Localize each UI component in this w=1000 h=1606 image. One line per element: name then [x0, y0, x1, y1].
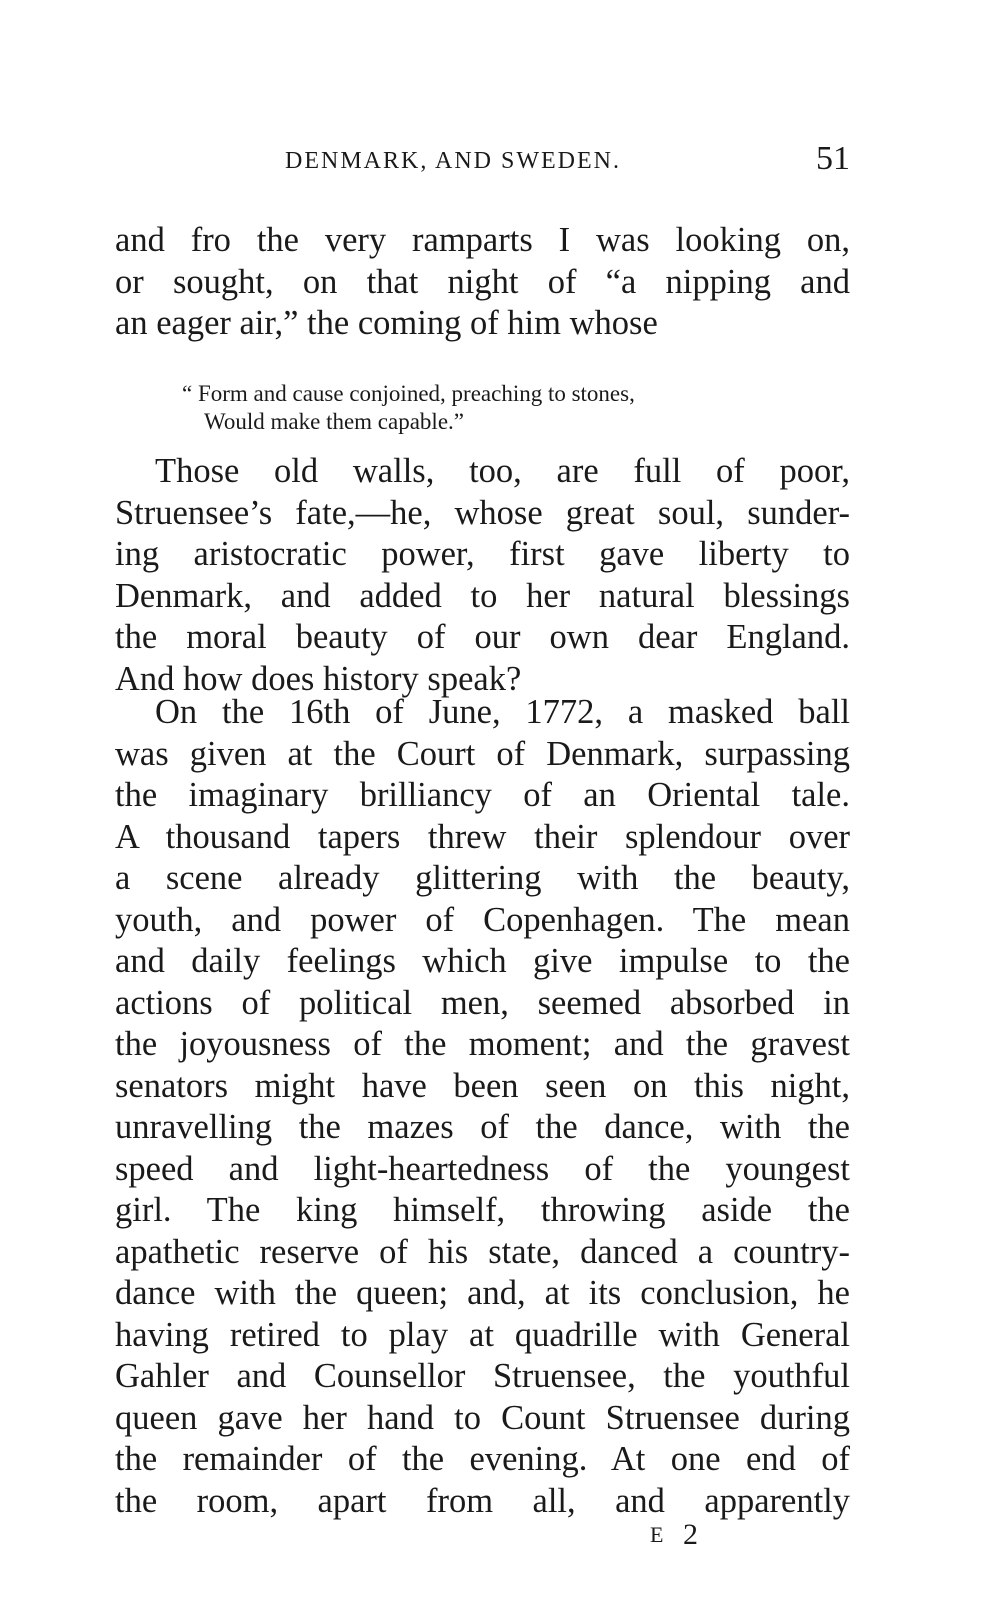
text-line: Denmark, and added to her natural blessings	[115, 576, 850, 615]
text-line: dance with the queen; and, at its conclusion, he	[115, 1274, 850, 1312]
signature-letter: E	[650, 1522, 670, 1547]
quote-line: “ Form and cause conjoined, preaching to stones,	[182, 381, 635, 406]
text-line: or sought, on that night of “a nipping and	[115, 262, 850, 301]
text-line: having retired to play at quadrille with General	[115, 1315, 850, 1354]
paragraph-struensee	[115, 451, 850, 700]
text-line: unravelling the mazes of the dance, with the	[115, 1108, 850, 1146]
text-line: Struensee’s fate,—he, whose great soul, sunder-	[115, 493, 850, 532]
text-line: queen gave her hand to Count Struensee during	[115, 1398, 850, 1437]
text-line: the remainder of the evening. At one end of	[115, 1440, 850, 1478]
text-line: ing aristocratic power, first gave liberty to	[115, 535, 850, 573]
signature-mark	[650, 1518, 704, 1552]
paragraph-masked-ball	[115, 692, 850, 1522]
text-line: the joyousness of the moment; and the gravest	[115, 1025, 850, 1063]
block-quote	[182, 380, 635, 436]
text-line: a scene already glittering with the beauty,	[115, 859, 850, 897]
signature-number: 2	[682, 1518, 704, 1551]
text-line: the imaginary brilliancy of an Oriental tale.	[115, 776, 850, 814]
text-line: the moral beauty of our own dear England.	[115, 618, 850, 656]
text-line: actions of political men, seemed absorbed in	[115, 983, 850, 1022]
running-head: DENMARK, AND SWEDEN.	[285, 148, 621, 174]
text-line: And how does history speak?	[115, 659, 522, 698]
text-line: A thousand tapers threw their splendour over	[115, 817, 850, 856]
text-line: On the 16th of June, 1772, a masked ball	[155, 693, 850, 731]
text-line: youth, and power of Copenhagen. The mean	[115, 900, 850, 939]
page-header	[115, 140, 850, 180]
text-line: Gahler and Counsellor Struensee, the youthful	[115, 1357, 850, 1395]
text-line: Those old walls, too, are full of poor,	[155, 452, 850, 490]
page-number: 51	[816, 140, 850, 177]
quote-line: Would make them capable.”	[204, 409, 464, 434]
text-line: girl. The king himself, throwing aside the	[115, 1191, 850, 1229]
text-line: and daily feelings which give impulse to the	[115, 942, 850, 980]
text-line: an eager air,” the coming of him whose	[115, 304, 658, 342]
text-line: speed and light-heartedness of the youngest	[115, 1149, 850, 1188]
text-line: and fro the very ramparts I was looking on,	[115, 221, 850, 259]
text-line: was given at the Court of Denmark, surpassing	[115, 734, 850, 773]
paragraph-continuation	[115, 220, 850, 345]
text-line: senators might have been seen on this night,	[115, 1066, 850, 1105]
text-line: the room, apart from all, and apparently	[115, 1481, 850, 1520]
text-line: apathetic reserve of his state, danced a country-	[115, 1232, 850, 1271]
